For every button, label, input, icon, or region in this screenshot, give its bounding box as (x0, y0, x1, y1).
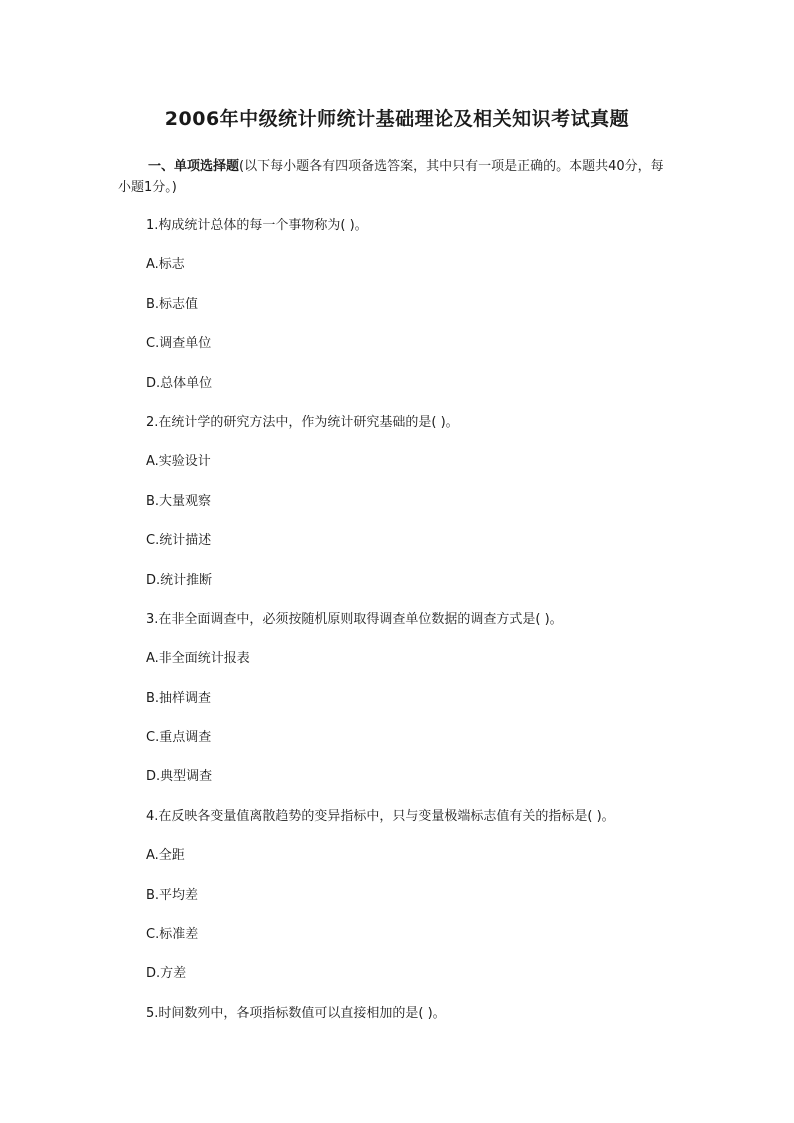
question-4-option-c: C.标准差 (146, 927, 199, 943)
question-3-option-d: D.典型调查 (146, 769, 213, 785)
question-4-option-a: A.全距 (146, 848, 185, 864)
question-1-option-b: B.标志值 (146, 296, 199, 312)
question-3-option-a: A.非全面统计报表 (146, 651, 250, 667)
question-2-option-a: A.实验设计 (146, 454, 211, 470)
question-2: 2.在统计学的研究方法中，作为统计研究基础的是( )。 (146, 414, 459, 430)
question-1-option-d: D.总体单位 (146, 375, 213, 391)
question-list (146, 216, 706, 1043)
question-4-option-b: B.平均差 (146, 887, 199, 903)
question-2-option-d: D.统计推断 (146, 572, 213, 588)
question-4-option-d: D.方差 (146, 966, 187, 982)
question-2-option-c: C.统计描述 (146, 533, 212, 549)
question-3-option-b: B.抽样调查 (146, 690, 212, 706)
question-3-option-c: C.重点调查 (146, 730, 212, 746)
question-5: 5.时间数列中，各项指标数值可以直接相加的是( )。 (146, 1005, 446, 1021)
question-2-option-b: B.大量观察 (146, 493, 212, 509)
question-1-option-c: C.调查单位 (146, 336, 212, 352)
section-instructions (118, 156, 666, 198)
question-3: 3.在非全面调查中，必须按随机原则取得调查单位数据的调查方式是( )。 (146, 611, 563, 627)
section-instructions-text: (以下每小题各有四项备选答案，其中只有一项是正确的。本题共40分，每小题1分。) (118, 159, 664, 195)
question-1-option-a: A.标志 (146, 257, 185, 273)
question-1: 1.构成统计总体的每一个事物称为( )。 (146, 218, 368, 233)
question-4: 4.在反映各变量值离散趋势的变异指标中，只与变量极端标志值有关的指标是( )。 (146, 808, 615, 824)
document-title: 2006年中级统计师统计基础理论及相关知识考试真题 (164, 108, 630, 130)
section-heading: 一、单项选择题 (148, 159, 240, 174)
